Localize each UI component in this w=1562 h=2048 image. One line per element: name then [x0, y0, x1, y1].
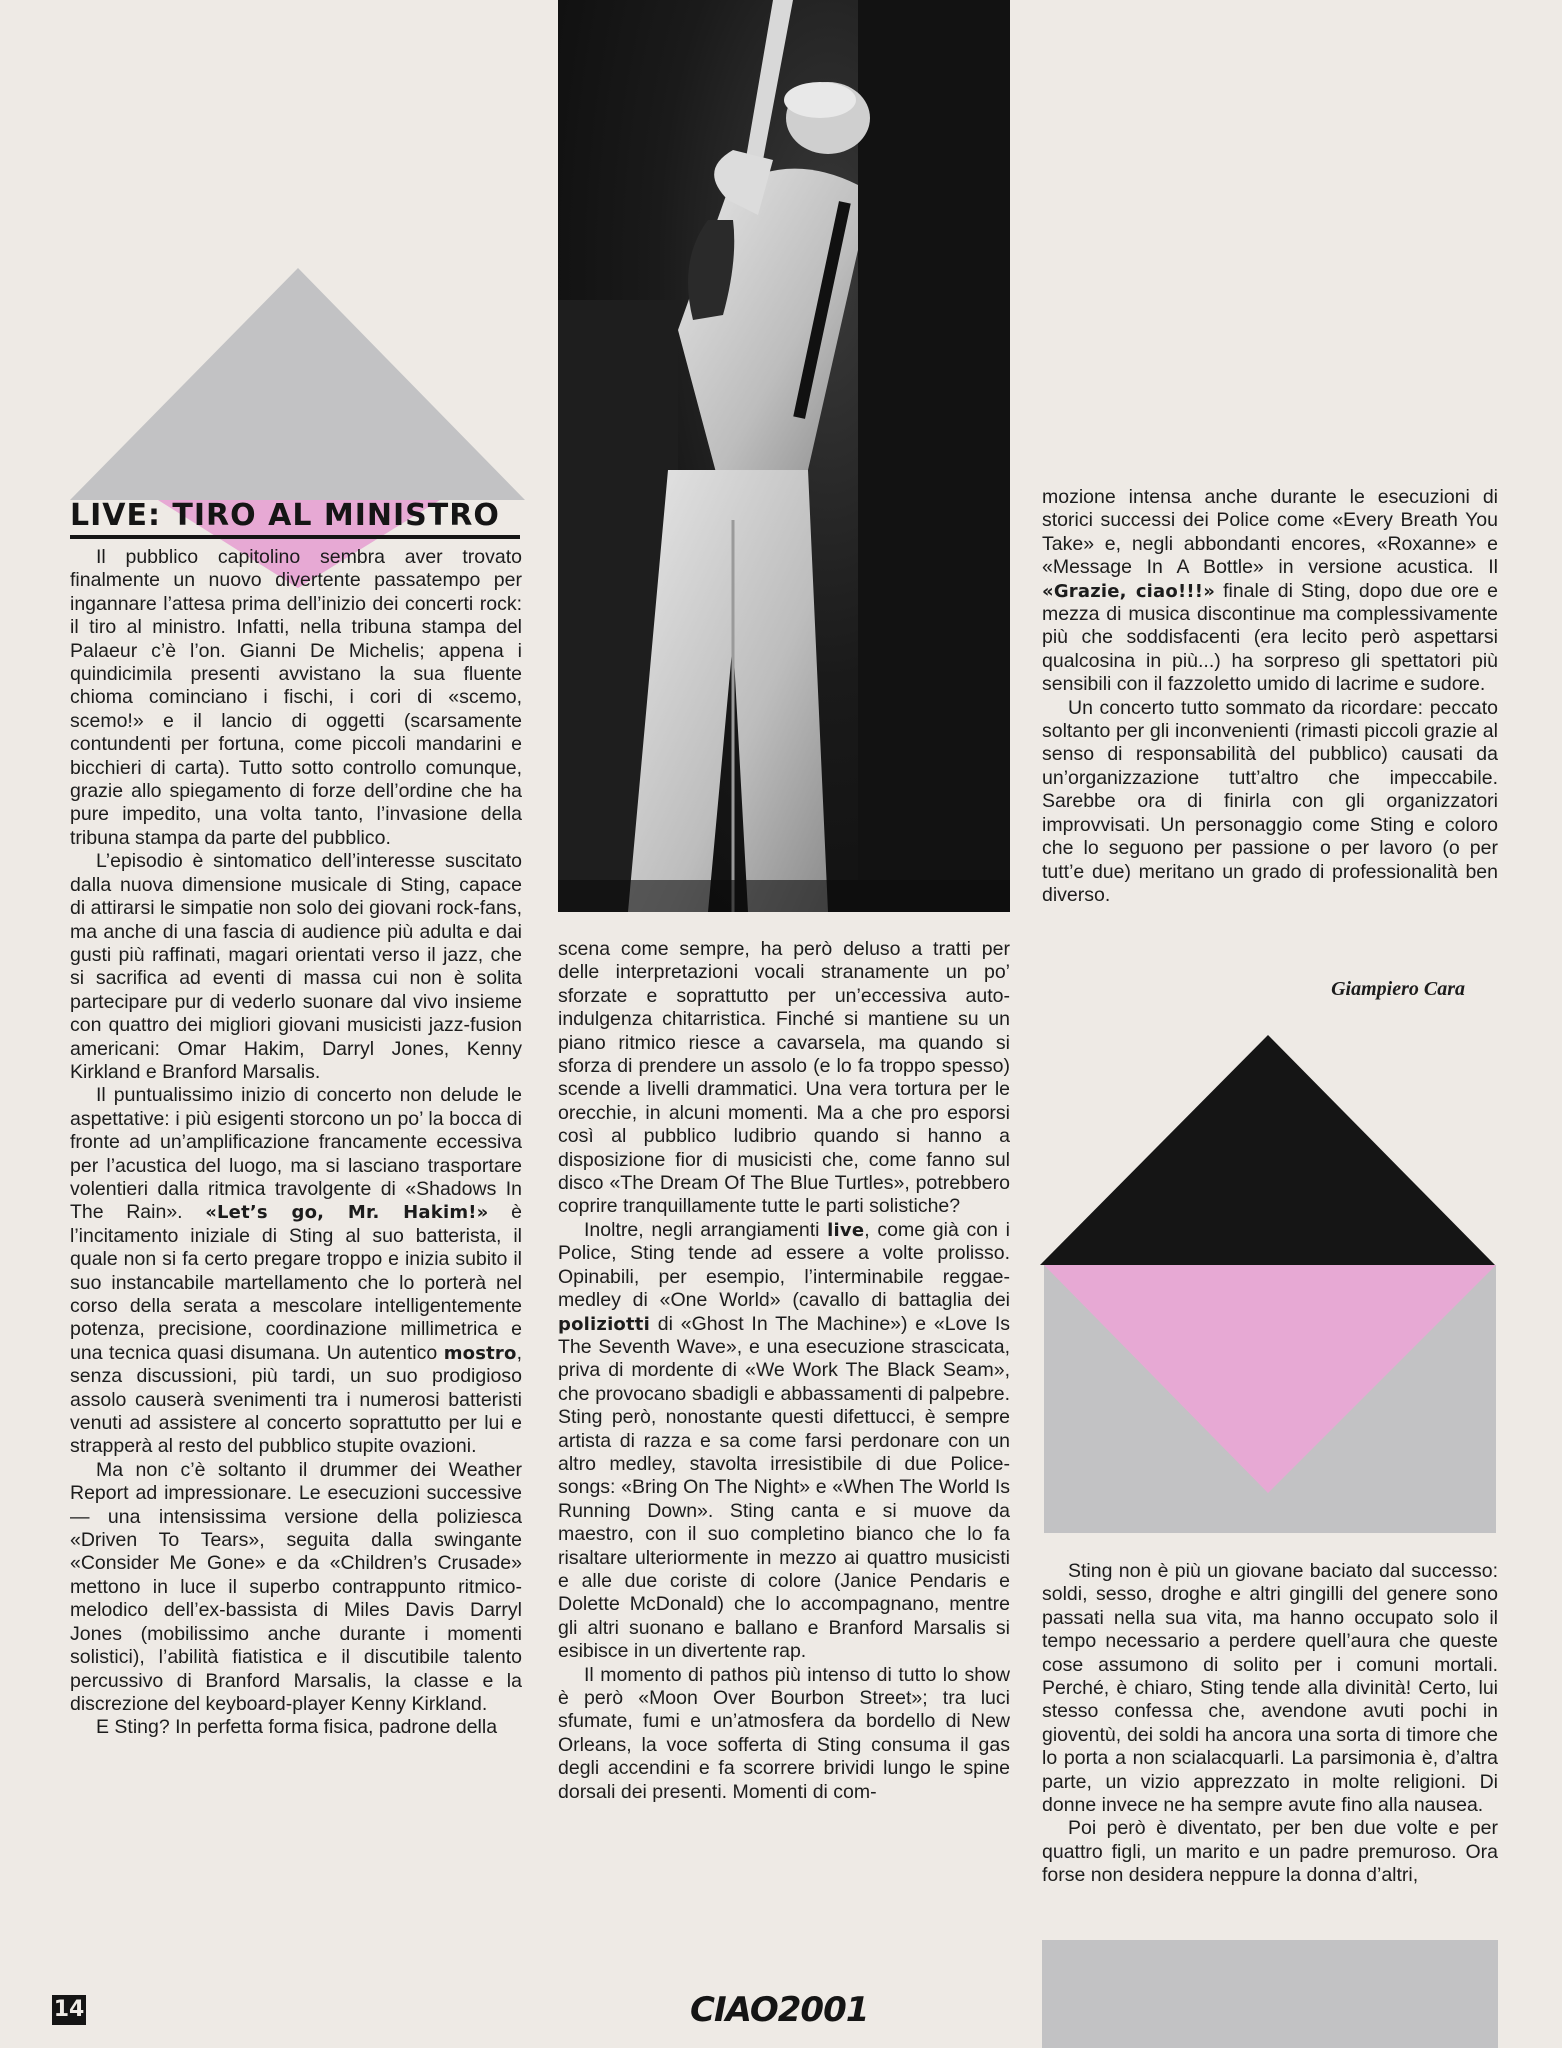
col1-paragraph-3	[70, 1084, 522, 1459]
page-number: 14	[52, 1995, 86, 2025]
col1-text-run: è l’incitamento iniziale di Sting al suo batterista, il quale non si fa certo pregare troppo e inizia subito il suo instancabile martellamento che lo porterà nel corso della serata a mescolare intelligentemente potenza, precisione, coordinazione millimetrica e una tecnica quasi disumana. Un autentico	[70, 1201, 522, 1364]
col1-paragraph-5: E Sting? In perfetta forma fisica, padrone della	[96, 1716, 498, 1739]
col3b-paragraph-2: Poi però è diventato, per ben due volte e per quattro figli, un marito e un padre premuroso. Ora forse non desidera neppure la donna d’altri,	[1042, 1817, 1498, 1887]
article-column-3-continued	[1042, 1560, 1498, 1888]
col2-paragraph-1: scena come sempre, ha però deluso a tratti per delle interpretazioni vocali stranamente un po’ sforzate e soprattutto per un’eccessiva auto-indulgenza chitarristica. Finché si mantiene su un piano ritmico riesce a cavarsela, ma quando si sforza di prendere un assolo (e lo fa troppo spesso) scende a livelli drammatici. Una vera tortura per le orecchie, in alcuni momenti. Ma a che pro esporsi così al pubblico ludibrio quando si hanno a disposizione fior di musicisti che, come fanno sul disco «The Dream Of The Blue Turtles», potrebbero coprire tranquillamente tutte le parti solistiche?	[558, 938, 1010, 1218]
col1-text-run: , senza discussioni, più tardi, un suo prodigioso assolo causerà svenimenti tra i numerosi batteristi venuti ad assistere al concerto soprattutto per lui e strapperà al resto del pubblico stupite ovazioni.	[70, 1341, 522, 1458]
magazine-logo: CIAO2001	[690, 1990, 869, 2030]
col2-text-run: di «Ghost In The Machine») e «Love Is The Seventh Wave», e una esecuzione strascicata, priva di mordente di «We Work The Black Seam», che provocano sbadigli e abbassamenti di palpebre. Sting però, nonostante questi difettucci, è sempre artista di razza e sa come farsi perdonare con un altro medley, stavolta irresistibile di due Police-songs: «Bring On The Night» e «When The World Is Running Down». Sting canta e si muove da maestro, con il suo completino bianco che lo fa risaltare ulteriormente in mezzo ai quattro musicisti e alle due coriste di colore (Janice Pendaris e Dolette McDonald) che lo accompagnano, mentre gli altri suonano e ballano e Branford Marsalis si esibisce in un divertente rap.	[558, 1312, 1011, 1663]
col1-paragraph-1: Il pubblico capitolino sembra aver trovato finalmente un nuovo divertente passatempo per ingannare l’attesa prima dell’inizio dei concerti rock: il tiro al ministro. Infatti, nella tribuna stampa del Palaeur c’è l’on. Gianni De Michelis; appena i quindicimila presenti avvistano la sua fluente chioma cominciano i fischi, i cori di «scemo, scemo!» e il lancio di oggetti (scarsamente contundenti per fortuna, come piccoli mandarini e bicchieri di carta). Tutto sotto controllo comunque, grazie allo spiegamento di forze dell’ordine che ha pure impedito, una volta tanto, l’invasione della tribuna stampa da parte del pubblico.	[70, 546, 522, 849]
grey-block-bottom	[1042, 1940, 1498, 2048]
grey-pink-diamond-top	[70, 268, 530, 588]
col2-bold-word: live	[827, 1219, 865, 1241]
col3-paragraph-2: Un concerto tutto sommato da ricordare: peccato soltanto per gli inconvenienti (rimasti piccoli grazie al senso di responsabilità del pubblico) causati da un’organizzazione tutt’altro che impeccabile. Sarebbe ora di finirla con gli organizzatori improvvisati. Un personaggio come Sting e coloro che lo seguono per passione o per lavoro (o per tutt’e due) meritano un grado di professionalità ben diverso.	[1042, 696, 1498, 906]
article-column-2	[558, 938, 1010, 1804]
col3b-paragraph-1: Sting non è più un giovane baciato dal successo: soldi, sesso, droghe e altri gingilli del genere sono passati nella sua vita, ma hanno occupato solo il tempo necessario a perdere quell’aura che queste cose assumono di solito per i comuni mortali. Perché, è chiaro, Sting tende alla divinità! Certo, lui stesso confessa che, avendone avuti pochi in gioventù, dei soldi ha ancora una sorta di timore che lo porta a non scialacquarli. La parsimonia è, d’altra parte, un vizio apprezzato in molte religioni. Di donne invece ne ha sempre avute fino alla nausea.	[1042, 1560, 1498, 1817]
col1-paragraph-4: Ma non c’è soltanto il drummer dei Weather Report ad impressionare. Le esecuzioni successive — una intensissima versione della poliziesca «Driven To Tears», seguita dalla swingante «Consider Me Gone» e da «Children’s Crusade» mettono in luce il superbo contrappunto ritmico-melodico dell’ex-bassista di Miles Davis Darryl Jones (mobilissimo anche durante i momenti solistici), l’abilità fiatistica e il discutibile talento percussivo di Branford Marsalis, la classe e la discrezione del keyboard-player Kenny Kirkland.	[70, 1458, 522, 1715]
col1-bold-quote: «Let’s go, Mr. Hakim!»	[205, 1202, 489, 1224]
col3-bold-quote: «Grazie, ciao!!!»	[1042, 580, 1216, 602]
article-headline: LIVE: TIRO AL MINISTRO	[70, 498, 520, 539]
black-pink-diamond-graphic	[1040, 1035, 1500, 1535]
article-column-1	[70, 546, 522, 1740]
col1-bold-word: mostro	[443, 1342, 517, 1364]
author-byline: Giampiero Cara	[1331, 978, 1465, 1000]
col2-paragraph-2	[558, 1219, 1010, 1664]
col1-paragraph-2: L’episodio è sintomatico dell’interesse suscitato dalla nuova dimensione musicale di Sting, capace di attirarsi le simpatie non solo dei giovani rock-fans, ma anche di una fascia di audience più adulta e dai gusti più raffinati, magari orientati verso il jazz, che si sacrifica ad eventi di massa cui non è solita partecipare pur di vederlo suonare dal vivo insieme con quattro dei migliori giovani musicisti jazz-fusion americani: Omar Hakim, Darryl Jones, Kenny Kirkland e Branford Marsalis.	[70, 850, 522, 1083]
col1-text-run: Il puntualissimo inizio di concerto non delude le aspettative: i più esigenti storcono un po’ la bocca di fronte ad un’amplificazione francamente eccessiva per l’acustica del luogo, ma si lasciano trasportare volentieri dalla ritmica travolgente di «Shadows In The Rain».	[70, 1084, 522, 1224]
col3-text-run: finale di Sting, dopo due ore e mezza di musica discontinue ma complessivamente più che soddisfacenti (era lecito però aspettarsi qualcosina in più...) ha sorpreso gli spettatori più sensibili con il fazzoletto umido di lacrime e sudore.	[1042, 579, 1498, 696]
col2-paragraph-3: Il momento di pathos più intenso di tutto lo show è però «Moon Over Bourbon Street»; tra luci sfumate, fumi e un’atmosfera da bordello di New Orleans, la voce sofferta di Sting consuma il gas degli accendini e fa scorrere brividi lungo le spine dorsali dei presenti. Momenti di com-	[558, 1663, 1010, 1803]
article-column-3	[1042, 486, 1498, 907]
col2-bold-word: poliziotti	[558, 1313, 650, 1335]
col3-paragraph-1	[1042, 486, 1498, 697]
concert-photo	[558, 0, 1010, 912]
col3-text-run: mozione intensa anche durante le esecuzioni di storici successi dei Police come «Every Breath You Take» e, negli abbondanti encores, «Roxanne» e «Message In A Bottle» in versione acustica. Il	[1042, 486, 1498, 579]
col2-text-run: , come già con i Police, Sting tende ad essere a volte prolisso. Opinabili, per esempio, l’interminabile reggae-medley di «One World» (cavallo di battaglia dei	[558, 1218, 1010, 1312]
col2-text-run: Inoltre, negli arrangiamenti	[584, 1218, 820, 1241]
